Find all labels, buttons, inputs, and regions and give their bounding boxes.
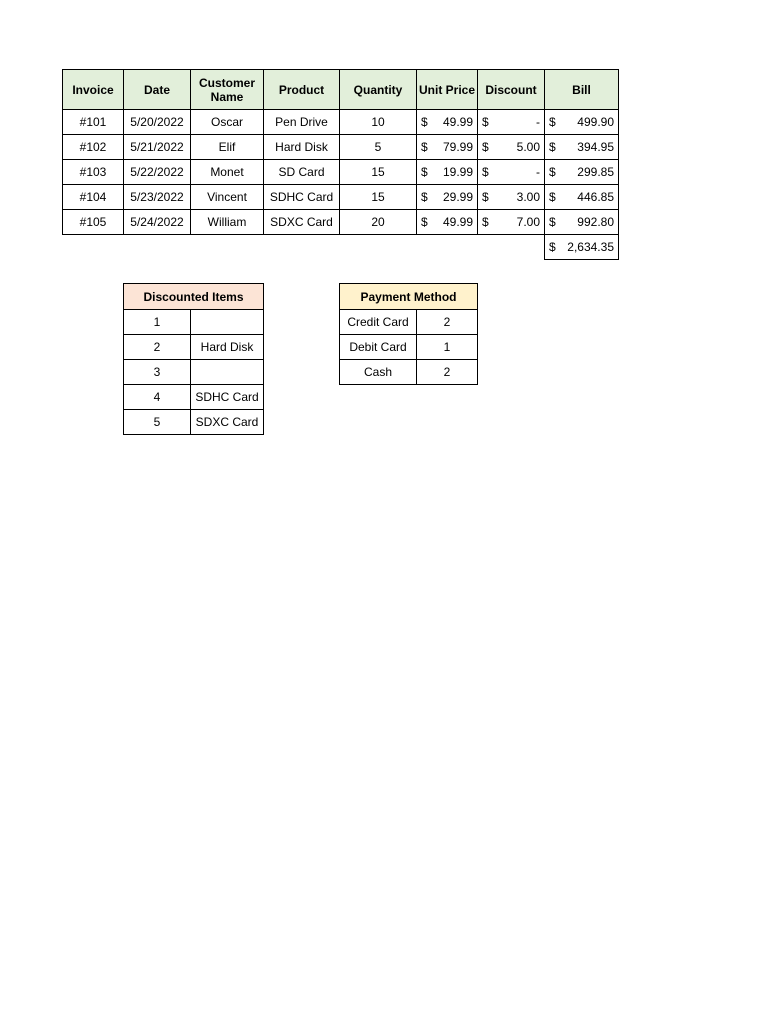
cell-discount[interactable] bbox=[478, 185, 545, 210]
cell-quantity[interactable]: 20 bbox=[340, 210, 417, 235]
cell-product[interactable]: SDHC Card bbox=[264, 185, 340, 210]
header-unit-price[interactable]: Unit Price bbox=[417, 70, 478, 110]
total-bill-value: 2,634.35 bbox=[567, 240, 614, 254]
discount-row-number[interactable]: 5 bbox=[124, 410, 191, 435]
currency-symbol: $ bbox=[549, 215, 556, 229]
table-row bbox=[124, 360, 264, 385]
cell-date[interactable]: 5/20/2022 bbox=[124, 110, 191, 135]
currency-symbol: $ bbox=[482, 190, 489, 204]
cell-invoice[interactable]: #105 bbox=[63, 210, 124, 235]
currency-symbol: $ bbox=[482, 165, 489, 179]
discount-row-number[interactable]: 4 bbox=[124, 385, 191, 410]
bill-value: 499.90 bbox=[577, 115, 614, 129]
cell-customer[interactable]: Vincent bbox=[191, 185, 264, 210]
cell-discount[interactable] bbox=[478, 110, 545, 135]
cell-product[interactable]: Pen Drive bbox=[264, 110, 340, 135]
cell-date[interactable]: 5/22/2022 bbox=[124, 160, 191, 185]
currency-symbol: $ bbox=[549, 165, 556, 179]
cell-bill[interactable] bbox=[545, 110, 619, 135]
currency-symbol: $ bbox=[421, 115, 428, 129]
bill-value: 992.80 bbox=[577, 215, 614, 229]
table-row bbox=[124, 310, 264, 335]
cell-invoice[interactable]: #104 bbox=[63, 185, 124, 210]
discount-value: 7.00 bbox=[516, 215, 540, 229]
sales-header-row bbox=[63, 70, 619, 110]
header-quantity[interactable]: Quantity bbox=[340, 70, 417, 110]
cell-bill[interactable] bbox=[545, 160, 619, 185]
total-row bbox=[63, 235, 619, 260]
discounted-items-title[interactable]: Discounted Items bbox=[124, 284, 264, 310]
discount-row-number[interactable]: 1 bbox=[124, 310, 191, 335]
discount-row-item[interactable] bbox=[191, 360, 264, 385]
cell-date[interactable]: 5/23/2022 bbox=[124, 185, 191, 210]
bill-value: 299.85 bbox=[577, 165, 614, 179]
discounted-items-table bbox=[123, 283, 264, 435]
cell-unit-price[interactable] bbox=[417, 135, 478, 160]
payment-method-title[interactable]: Payment Method bbox=[340, 284, 478, 310]
payment-method-count[interactable]: 2 bbox=[417, 360, 478, 385]
table-row bbox=[340, 335, 478, 360]
header-discount[interactable]: Discount bbox=[478, 70, 545, 110]
currency-symbol: $ bbox=[482, 140, 489, 154]
bill-value: 446.85 bbox=[577, 190, 614, 204]
cell-customer[interactable]: William bbox=[191, 210, 264, 235]
cell-quantity[interactable]: 5 bbox=[340, 135, 417, 160]
unit-price-value: 49.99 bbox=[442, 115, 473, 129]
cell-discount[interactable] bbox=[478, 210, 545, 235]
payment-method-name[interactable]: Credit Card bbox=[340, 310, 417, 335]
cell-discount[interactable] bbox=[478, 160, 545, 185]
cell-quantity[interactable]: 15 bbox=[340, 160, 417, 185]
header-bill[interactable]: Bill bbox=[545, 70, 619, 110]
cell-discount[interactable] bbox=[478, 135, 545, 160]
discount-row-number[interactable]: 2 bbox=[124, 335, 191, 360]
unit-price-value: 29.99 bbox=[442, 190, 473, 204]
currency-symbol: $ bbox=[421, 165, 428, 179]
currency-symbol: $ bbox=[549, 140, 556, 154]
cell-product[interactable]: SD Card bbox=[264, 160, 340, 185]
cell-invoice[interactable]: #103 bbox=[63, 160, 124, 185]
cell-customer[interactable]: Monet bbox=[191, 160, 264, 185]
table-row bbox=[63, 160, 619, 185]
discount-row-item[interactable]: Hard Disk bbox=[191, 335, 264, 360]
table-row bbox=[124, 385, 264, 410]
payment-method-count[interactable]: 2 bbox=[417, 310, 478, 335]
header-invoice[interactable]: Invoice bbox=[63, 70, 124, 110]
cell-date[interactable]: 5/24/2022 bbox=[124, 210, 191, 235]
cell-product[interactable]: Hard Disk bbox=[264, 135, 340, 160]
unit-price-value: 79.99 bbox=[442, 140, 473, 154]
currency-symbol: $ bbox=[549, 190, 556, 204]
bill-value: 394.95 bbox=[577, 140, 614, 154]
discount-value: - bbox=[536, 165, 540, 179]
total-bill-cell[interactable] bbox=[545, 235, 619, 260]
discount-row-item[interactable] bbox=[191, 310, 264, 335]
cell-unit-price[interactable] bbox=[417, 210, 478, 235]
payment-method-name[interactable]: Debit Card bbox=[340, 335, 417, 360]
discount-value: - bbox=[536, 115, 540, 129]
table-row bbox=[63, 185, 619, 210]
payment-method-count[interactable]: 1 bbox=[417, 335, 478, 360]
cell-date[interactable]: 5/21/2022 bbox=[124, 135, 191, 160]
table-row bbox=[63, 135, 619, 160]
sales-table bbox=[62, 69, 619, 260]
cell-bill[interactable] bbox=[545, 210, 619, 235]
currency-symbol: $ bbox=[421, 215, 428, 229]
currency-symbol: $ bbox=[549, 240, 556, 254]
cell-customer[interactable]: Elif bbox=[191, 135, 264, 160]
currency-symbol: $ bbox=[421, 140, 428, 154]
payment-method-table bbox=[339, 283, 478, 385]
header-customer-name[interactable]: Customer Name bbox=[191, 70, 264, 110]
payment-method-name[interactable]: Cash bbox=[340, 360, 417, 385]
unit-price-value: 49.99 bbox=[442, 215, 473, 229]
discount-row-number[interactable]: 3 bbox=[124, 360, 191, 385]
table-row bbox=[63, 210, 619, 235]
discount-row-item[interactable]: SDXC Card bbox=[191, 410, 264, 435]
table-row bbox=[340, 310, 478, 335]
discount-row-item[interactable]: SDHC Card bbox=[191, 385, 264, 410]
table-row bbox=[124, 410, 264, 435]
currency-symbol: $ bbox=[482, 215, 489, 229]
currency-symbol: $ bbox=[482, 115, 489, 129]
cell-customer[interactable]: Oscar bbox=[191, 110, 264, 135]
cell-unit-price[interactable] bbox=[417, 160, 478, 185]
cell-invoice[interactable]: #102 bbox=[63, 135, 124, 160]
table-row bbox=[63, 110, 619, 135]
cell-unit-price[interactable] bbox=[417, 185, 478, 210]
table-row bbox=[340, 360, 478, 385]
currency-symbol: $ bbox=[421, 190, 428, 204]
table-row bbox=[124, 335, 264, 360]
cell-quantity[interactable]: 10 bbox=[340, 110, 417, 135]
cell-invoice[interactable]: #101 bbox=[63, 110, 124, 135]
header-product[interactable]: Product bbox=[264, 70, 340, 110]
cell-product[interactable]: SDXC Card bbox=[264, 210, 340, 235]
header-date[interactable]: Date bbox=[124, 70, 191, 110]
cell-unit-price[interactable] bbox=[417, 110, 478, 135]
total-spacer bbox=[63, 235, 545, 260]
currency-symbol: $ bbox=[549, 115, 556, 129]
cell-bill[interactable] bbox=[545, 185, 619, 210]
discount-value: 3.00 bbox=[516, 190, 540, 204]
discount-value: 5.00 bbox=[516, 140, 540, 154]
cell-bill[interactable] bbox=[545, 135, 619, 160]
cell-quantity[interactable]: 15 bbox=[340, 185, 417, 210]
unit-price-value: 19.99 bbox=[442, 165, 473, 179]
